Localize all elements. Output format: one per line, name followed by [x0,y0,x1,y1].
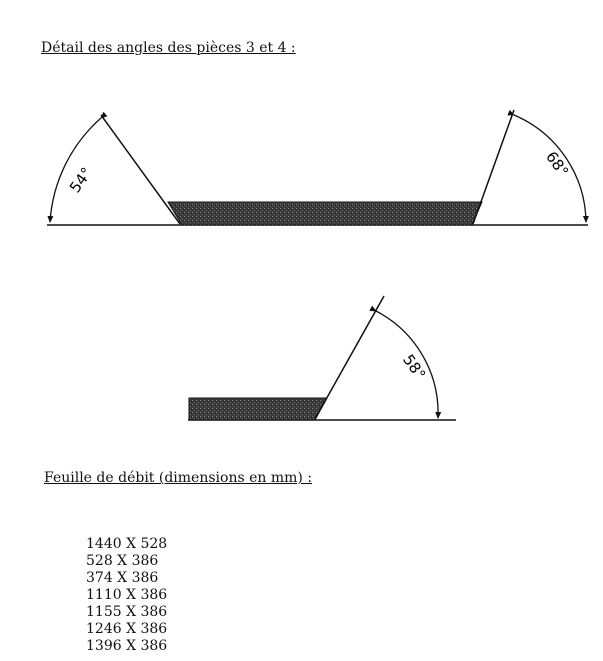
bottom-board [189,398,327,420]
bottom-cut-line [315,296,384,419]
top-piece [47,110,588,225]
cut-dimensions: 1440 X 528 [86,536,168,552]
cut-dimensions: 374 X 386 [86,570,159,586]
cutlist-heading: Feuille de débit (dimensions en mm) : [44,470,313,486]
right-angle-label: 68° [542,148,573,181]
left-angle-label: 54° [65,164,96,197]
cut-dimensions: 1246 X 386 [86,621,168,637]
cut-dimensions: 1110 X 386 [86,587,168,603]
cut-dimensions: 1396 X 386 [86,638,168,654]
left-angle-arc [50,118,101,222]
bottom-piece [188,296,456,420]
angles-heading: Détail des angles des pièces 3 et 4 : [41,40,296,56]
left-cut-line [101,115,180,224]
cut-dimensions: 528 X 386 [86,553,159,569]
top-board [168,202,482,225]
right-cut-line [473,110,514,224]
bottom-angle-label: 58° [399,351,430,384]
cut-dimensions: 1155 X 386 [86,604,168,620]
